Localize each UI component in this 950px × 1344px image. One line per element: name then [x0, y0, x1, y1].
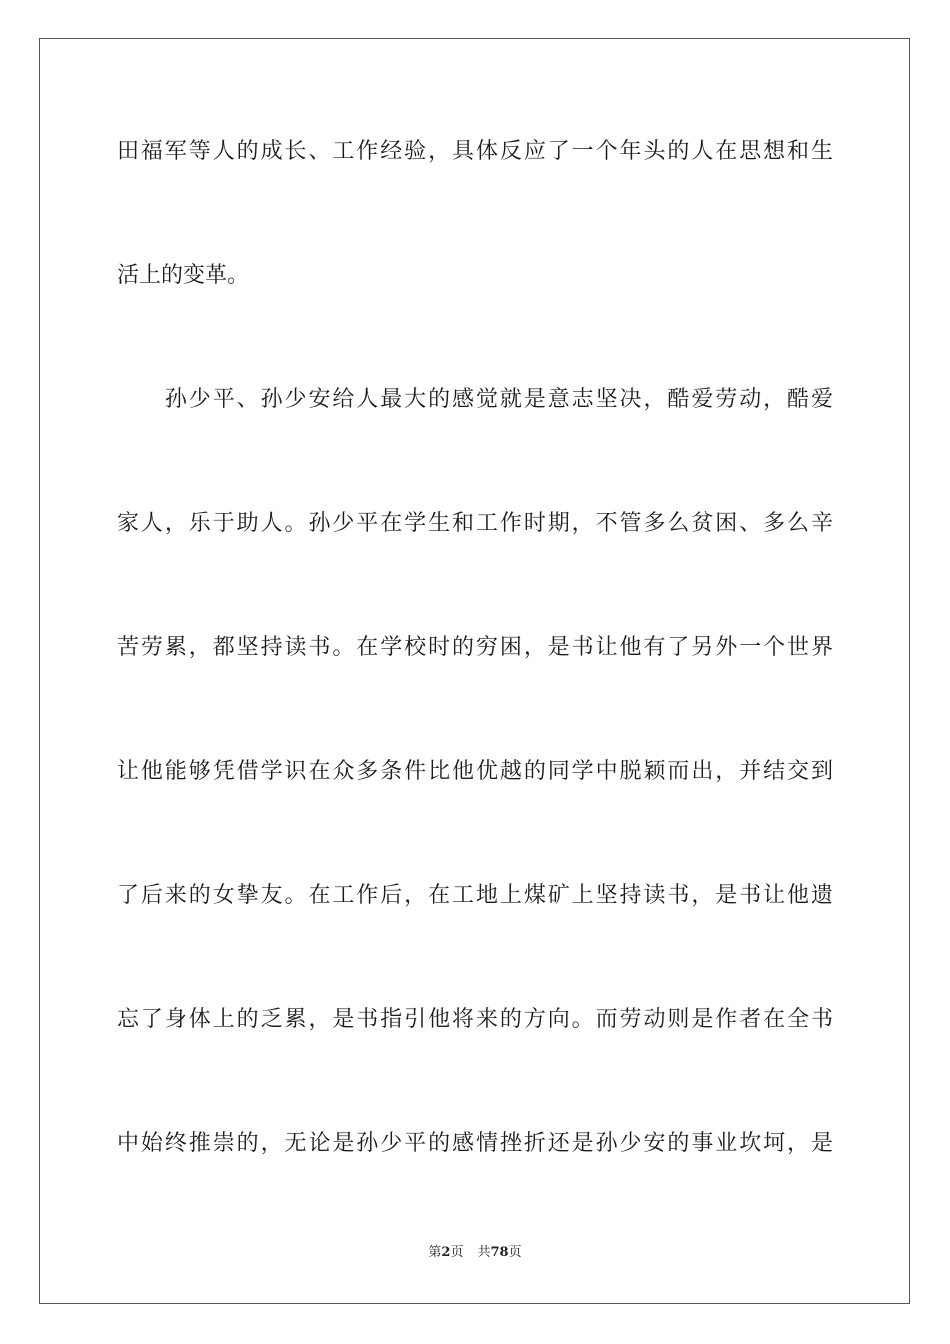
footer-page-number: 2 — [441, 1245, 451, 1260]
body-line-4: 家人，乐于助人。孙少平在学生和工作时期，不管多么贫困、多么辛 — [117, 511, 833, 536]
body-line-9: 中始终推崇的，无论是孙少平的感情挫折还是孙少安的事业坎坷，是 — [117, 1131, 833, 1156]
body-line-5: 苦劳累，都坚持读书。在学校时的穷困，是书让他有了另外一个世界 — [117, 635, 833, 660]
footer-page-suffix: 页 — [450, 1245, 464, 1260]
body-line-6: 让他能够凭借学识在众多条件比他优越的同学中脱颖而出，并结交到 — [117, 759, 833, 784]
footer-total-prefix: 共 — [477, 1245, 491, 1260]
footer-total-suffix: 页 — [508, 1245, 522, 1260]
body-line-7: 了后来的女挚友。在工作后，在工地上煤矿上坚持读书，是书让他遗 — [117, 883, 833, 908]
page-footer — [0, 1244, 950, 1262]
body-line-8: 忘了身体上的乏累，是书指引他将来的方向。而劳动则是作者在全书 — [117, 1007, 833, 1032]
body-line-3: 孙少平、孙少安给人最大的感觉就是意志坚决，酷爱劳动，酷爱 — [117, 387, 833, 412]
body-line-1: 田福军等人的成长、工作经验，具体反应了一个年头的人在思想和生 — [117, 139, 833, 164]
body-line-2: 活上的变革。 — [117, 263, 250, 288]
page-frame — [39, 38, 910, 1304]
footer-page-prefix: 第 — [428, 1245, 442, 1260]
footer-total-pages: 78 — [490, 1245, 509, 1260]
